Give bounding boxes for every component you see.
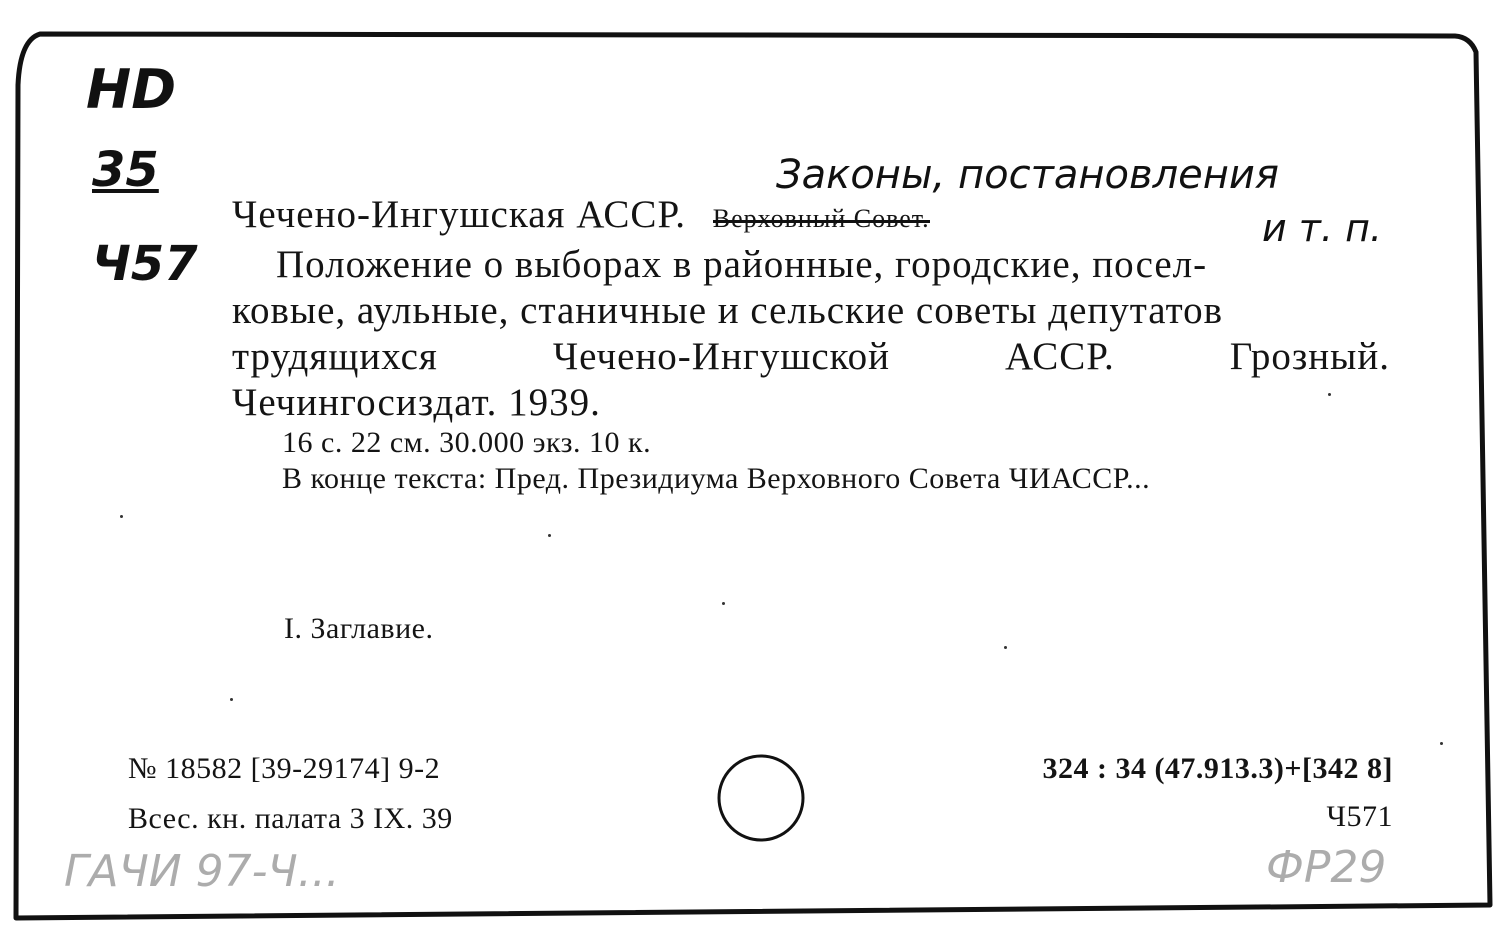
title-line-1: Положение о выборах в районные, городские, посел- (276, 243, 1208, 286)
register-number: № 18582 [39-29174] 9-2 (128, 752, 441, 785)
speck (722, 602, 725, 605)
struck-heading: Верховный Совет. (712, 204, 930, 233)
shelf-mark-line3: Ч57 (92, 236, 198, 292)
title-line-3-word-3: АССР. (1004, 335, 1115, 378)
classification-index: 324 : 34 (47.913.3)+[342 8] (1042, 752, 1393, 785)
speck (548, 534, 551, 537)
title-line-3-word-4: Грозный. (1229, 335, 1390, 378)
title-line-3 (232, 334, 1390, 379)
subject-heading-handwritten: Законы, постановления (776, 152, 1279, 198)
code-handwritten: ФР29 (1266, 842, 1387, 893)
punch-hole (719, 756, 803, 840)
title-line-3-word-2: Чечено-Ингушской (552, 335, 891, 378)
text-note: В конце текста: Пред. Президиума Верховного Совета ЧИАССР... (282, 462, 1151, 495)
speck (120, 515, 123, 518)
title-line-3-word-1: трудящихся (232, 335, 438, 378)
speck (1328, 393, 1331, 396)
book-chamber-line: Всес. кн. палата 3 IX. 39 (128, 802, 453, 835)
physical-description: 16 с. 22 см. 30.000 экз. 10 к. (282, 426, 652, 459)
speck (1440, 742, 1443, 745)
shelf-mark-line2: 35 (92, 142, 159, 198)
shelf-mark-line1: НD (86, 58, 177, 121)
speck (230, 698, 233, 701)
archive-stamp-handwritten: ГАЧИ 97-Ч... (64, 846, 340, 897)
title-line-2: ковые, аульные, станичные и сельские советы депутатов (232, 289, 1224, 332)
author-mark: Ч571 (1326, 800, 1393, 833)
speck (1004, 646, 1007, 649)
tracing-line: I. Заглавие. (284, 612, 434, 645)
card-heading: Чечено-Ингушская АССР. (232, 193, 687, 236)
card-heading-row (232, 192, 930, 237)
imprint-line: Чечингосиздат. 1939. (232, 381, 601, 424)
subject-subheading-handwritten: и т. п. (1262, 206, 1382, 250)
